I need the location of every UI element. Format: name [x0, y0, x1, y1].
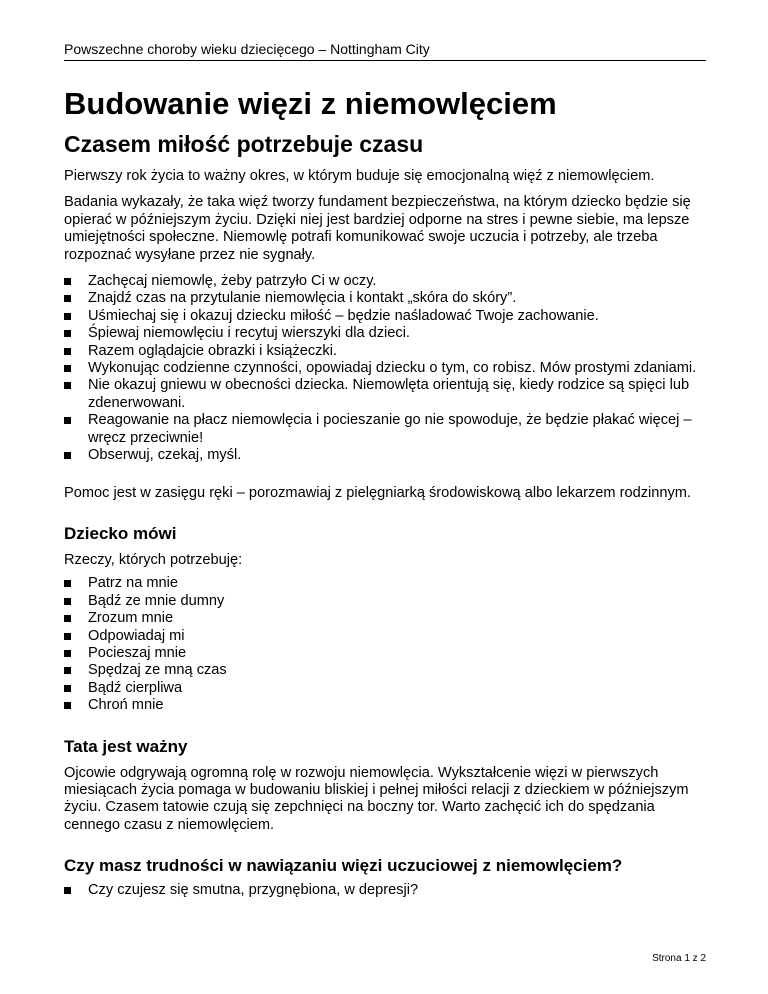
child-needs-list [64, 575, 706, 714]
difficulties-list [64, 882, 706, 899]
section-heading-difficulties: Czy masz trudności w nawiązaniu więzi uczuciowej z niemowlęciem? [64, 856, 623, 876]
list-item: Nie okazuj gniewu w obecności dziecka. Niemowlęta orientują się, kiedy rodzice są spięci lub zdenerwowani. [64, 377, 706, 412]
intro-paragraph-2: Badania wykazały, że taka więź tworzy fundament bezpieczeństwa, na którym dziecko będzie się opierać w późniejszym życiu. Dzięki niej jest bardziej odporne na stres i pewne siebie, ma lepsze umiejętności społeczne. Niemowlę potrafi komunikować swoje uczucia i potrzeby, ale trzeba rozpoznać wysyłane przez nie sygnały. [64, 194, 691, 263]
square-bullet-icon [64, 702, 71, 709]
list-item: Znajdź czas na przytulanie niemowlęcia i kontakt „skóra do skóry”. [64, 290, 706, 307]
intro-paragraph-1: Pierwszy rok życia to ważny okres, w którym buduje się emocjonalną więź z niemowlęciem. [64, 168, 655, 184]
square-bullet-icon [64, 580, 71, 587]
square-bullet-icon [64, 685, 71, 692]
section-heading-child-says: Dziecko mówi [64, 523, 177, 543]
list-item: Pocieszaj mnie [64, 645, 706, 662]
child-says-lead: Rzeczy, których potrzebuję: [64, 551, 243, 568]
square-bullet-icon [64, 348, 71, 355]
list-item: Spędzaj ze mną czas [64, 662, 706, 679]
square-bullet-icon [64, 330, 71, 337]
square-bullet-icon [64, 615, 71, 622]
square-bullet-icon [64, 382, 71, 389]
help-paragraph: Pomoc jest w zasięgu ręki – porozmawiaj z pielęgniarką środowiskową albo lekarzem rodzinnym. [64, 484, 691, 501]
page-subtitle: Czasem miłość potrzebuje czasu [64, 131, 424, 157]
spacer [64, 715, 706, 737]
list-item: Zachęcaj niemowlę, żeby patrzyło Ci w oczy. [64, 273, 706, 290]
list-item: Chroń mnie [64, 697, 706, 714]
list-item: Bądź cierpliwa [64, 680, 706, 697]
list-item: Zrozum mnie [64, 610, 706, 627]
list-item: Obserwuj, czekaj, myśl. [64, 447, 706, 464]
page-header [64, 41, 706, 61]
section-heading-dad: Tata jest ważny [64, 736, 188, 756]
tips-list [64, 273, 706, 464]
spacer [64, 465, 706, 485]
list-item: Patrz na mnie [64, 575, 706, 592]
list-item: Wykonując codzienne czynności, opowiadaj dziecku o tym, co robisz. Mów prostymi zdaniami. [64, 360, 706, 377]
square-bullet-icon [64, 313, 71, 320]
square-bullet-icon [64, 278, 71, 285]
document-body [64, 168, 706, 900]
dad-paragraph: Ojcowie odgrywają ogromną rolę w rozwoju niemowlęcia. Wykształcenie więzi w pierwszych miesiącach życia pomaga w budowaniu bliskiej i pełnej miłości relacji z dzieckiem w późniejszym życiu. Czasem tatowie czują się zepchnięci na boczny tor. Warto zachęcić ich do spędzania cennego czasu z niemowlęciem. [64, 764, 689, 833]
list-item: Razem oglądajcie obrazki i książeczki. [64, 343, 706, 360]
square-bullet-icon [64, 667, 71, 674]
list-item: Bądź ze mnie dumny [64, 593, 706, 610]
list-item: Odpowiadaj mi [64, 628, 706, 645]
square-bullet-icon [64, 295, 71, 302]
square-bullet-icon [64, 365, 71, 372]
list-item: Czy czujesz się smutna, przygnębiona, w depresji? [64, 882, 706, 899]
list-item: Uśmiechaj się i okazuj dziecku miłość – będzie naśladować Twoje zachowanie. [64, 308, 706, 325]
square-bullet-icon [64, 887, 71, 894]
square-bullet-icon [64, 650, 71, 657]
header-title: Powszechne choroby wieku dziecięcego – Nottingham City [64, 41, 430, 57]
page-title: Budowanie więzi z niemowlęciem [64, 86, 557, 121]
list-item: Śpiewaj niemowlęciu i recytuj wierszyki dla dzieci. [64, 325, 706, 342]
square-bullet-icon [64, 417, 71, 424]
square-bullet-icon [64, 633, 71, 640]
square-bullet-icon [64, 598, 71, 605]
square-bullet-icon [64, 452, 71, 459]
list-item: Reagowanie na płacz niemowlęcia i pocieszanie go nie spowoduje, że będzie płakać więcej – wręcz przeciwnie! [64, 412, 706, 447]
page-number: Strona 1 z 2 [652, 953, 706, 964]
